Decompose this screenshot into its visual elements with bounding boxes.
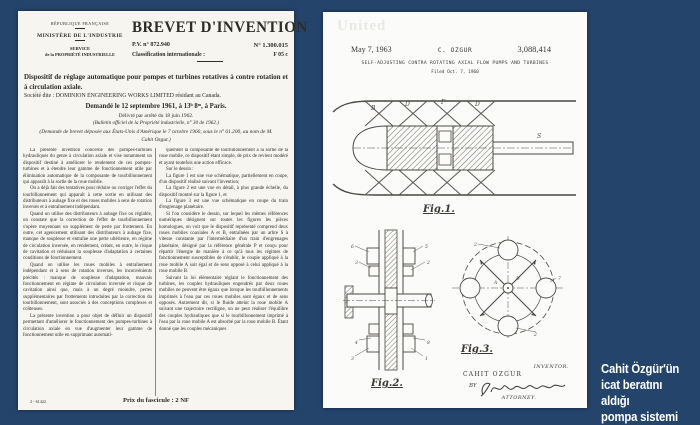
grant-date-line: Délivré par arrêté du 18 juin 1962. [118,113,194,119]
fig1-ref-s: S [537,133,542,140]
figure-3-label: Fig.3. [461,344,493,355]
fig2-ref-4: 4 [355,341,358,346]
print-code: 2 - 61422 [30,399,47,404]
us-patent-page [323,12,587,408]
french-patent-page [18,11,308,410]
french-patent-header [26,19,308,71]
column-divider [155,148,156,396]
bulletin-line: (Bulletin officiel de la Propriété industrielle, n° 30 de 1962.) [93,120,219,126]
fig2-ref-2: 2 [427,261,430,266]
fig2-ref-1: 1 [425,357,428,362]
price-line: Prix du fascicule : 2 NF [122,397,190,404]
inventor-name: CAHIT OZGUR [463,371,523,378]
document-type-title: BREVET D'INVENTION [132,19,308,36]
classification-value: F 05 c [273,52,288,58]
fig2-ref-3b: 3 [351,357,354,362]
divider [75,40,85,41]
by-label: BY [469,383,477,389]
figure-1-drawing [331,92,579,202]
caption [601,361,687,425]
fig3-ref-2a: 2 [474,243,477,248]
patent-body-text [23,148,289,396]
paragraph: La présente invention a pour objet de définir un dispositif permettant d'améliorer le fonctionnement des pompes-turbines à circulation axiale en vue d'augmenter leur gamme de fonctionnement utile en supprimant automati- [23,313,152,338]
us-filing-date: Filed Oct. 7, 1960 [431,70,479,75]
fig1-ref-d2: D [475,101,480,108]
issue-date: May 7, 1963 [351,45,392,54]
fig1-ref-d1: D [405,101,410,108]
attorney-label: ATTORNEY. [501,395,537,401]
priority-line: (Demande de brevet déposée aux États-Unis d'Amérique le 7 octobre 1960, sous le n° 61.200, au nom de M. Cahit Ozgur.) [39,129,273,143]
paragraph: On a déjà fait des tentatives pour réduire ou corriger l'effet du tourbillonnement qui apparaît à cette sortie en utilisant des distributeurs à aubage fixe et des roues mobiles à sens de rotation inverses et à entraînement indépendant. [23,186,152,211]
right-text-column [159,148,288,396]
fig2-ref-6: 6 [351,245,354,250]
us-patent-number: 3,088,414 [517,45,551,54]
pv-number: P.V. n° 872.940 [132,42,170,48]
paragraph: icat beratını aldığı [601,377,663,409]
invention-title: Dispositif de réglage automatique pour pompes et turbines rotatives à contre rotation et à circulation axiale. [24,73,288,92]
paragraph: Si l'on considère le dessin, sur lequel les mêmes références numériques désignent sur toutes les figures les pièces homologues, on voit que le dispositif représenté comprend deux roues mobiles coaxiales A et B, entraînées par un arbre S à vitesse constante par l'intermédiaire d'un train d'engrenages planétaire, désigné par la référence générale P et conçu pour répartir l'énergie de manière à ce qu'à tous les régimes de fonctionnement susceptibles de s'établir, le couple appliqué à la roue mobile A soit égal et de sens opposé à celui appliqué à la roue mobile B. [159,211,288,275]
issuing-agency-block [30,21,130,57]
divider [197,61,223,62]
paragraph: La figure 2 est une vue en détail, à plus grande échelle, du dispositif montré sur la figure 1, et [159,186,288,198]
united-states-watermark: United [337,18,387,34]
inventor-label: INVENTOR. [533,364,569,370]
fig3-ref-a: A [494,281,498,286]
fig2-ref-3a: 3 [355,261,358,266]
patent-number: N° 1.300.015 [253,42,288,49]
service-label: SERVICE [69,46,91,51]
paragraph: La figure 3 est une vue schématique en coupe du train d'engrenage planétaire. [159,199,288,211]
assignee-line: Société dite : DOMINION ENGINEERING WORKS LIMITED résidant au Canada. [24,93,221,99]
paragraph: pompa sistemi [601,409,678,425]
patent-heading-block [132,19,308,62]
figure-2-drawing [343,226,435,374]
us-patent-header [323,45,587,57]
figure-2-label: Fig.2. [371,378,403,389]
left-text-column [23,148,152,396]
ministere-label: MINISTÈRE DE L'INDUSTRIE [37,32,123,39]
fig1-ref-b: B [371,105,376,112]
inventor-header: C. OZGUR [437,47,473,54]
propriete-industrielle-label: de la PROPRIÉTÉ INDUSTRIELLE [45,52,115,57]
figure-1-label: Fig.1. [423,204,455,215]
paragraph: Quand on utilise des distributeurs à aubage fixe ou réglable, on constate que la correction de l'effet de tourbillonnement s'opère moyennant un supplément de perte par frottement. En outre, cet agencement utilisant des distributeurs à aubage fixe, manque de souplesse et entraîne une perte ultérieure, en régime de circulation inversée, en rendement, créant, en outre, le risque de cavitation et réduisant la souplesse d'adaptation à certaines conditions de fonctionnement. [23,211,152,262]
fig2-ref-5: 5 [425,245,428,250]
divider [75,28,85,29]
figure-3-drawing [449,234,567,342]
classification-label: Classification internationale : [132,52,206,58]
fig3-ref-7: 7 [558,277,561,282]
fig3-ref-2b: 2 [534,333,537,338]
paragraph: Sur le dessin : [166,167,194,173]
fig1-ref-f: F [441,99,446,106]
republique-francaise-label: RÉPUBLIQUE FRANÇAISE [50,21,110,26]
page-footer [18,397,294,407]
inventor-signature-block [463,364,575,401]
paragraph: La présente invention concerne des pompes-turbines hydrauliques du genre à circulation axiale et vise notamment un dispositif destiné à améliorer le rendement de ces pompes-turbines et à étendre leur gamme de fonctionnement utile par élimination automatique de la composante de tourbillonnement qui apparaît à la sortie de la roue mobile. [23,148,152,185]
filing-date-line: Demandé le 12 septembre 1961, à 13ʰ 8ᵐ, à Paris. [85,103,227,110]
paragraph: Cahit Özgür'ün [601,361,680,376]
fig3-ref-d: D [516,277,520,282]
us-invention-title: SELF-ADJUSTING CONTRA ROTATING AXIAL FLOW PUMPS AND TURBINES [361,61,549,66]
paragraph: quement la composante de tourbillonnement à la sortie de la roue mobile, ce dispositif étant simple, de prix de revient modéré et ayant toutefois une action efficace. [159,148,288,166]
paragraph: Quand on utilise les roues mobiles à entraînement indépendant et à sens de rotation inverses, les inconvénients précités : manque de souplesse d'adaptation, mauvais fonctionnement en régime de circulation inversée et risque de cavitation ainsi que, mais à un degré moindre, pertes supplémentaires par frottements introduites par la correction du tourbillonnement, sont associés à des conceptions complexes et coûteuses. [23,262,152,313]
paragraph: Suivant la loi élémentaire réglant le fonctionnement des turbines, les couples hydrauliques engendrés par deux roues mobiles ne peuvent être égaux que lorsque les tourbillonnements imprimés à l'eau par ces roues mobiles sont égaux et de sens opposés. Autrement dit, si le fluide atteint la roue mobile A suivant une trajectoire rectiligne, on ne peut réaliser l'équilibre des couples hydrauliques que si le tourbillonnement imprimé à l'eau par la roue mobile A est absorbé par la roue mobile B. Étant donné que les couples mécaniques [159,275,288,332]
paragraph: La figure 1 est une vue schématique, partiellement en coupe, d'un dispositif réalisé suivant l'invention; [159,173,288,185]
fig2-ref-8: 8 [427,341,430,346]
